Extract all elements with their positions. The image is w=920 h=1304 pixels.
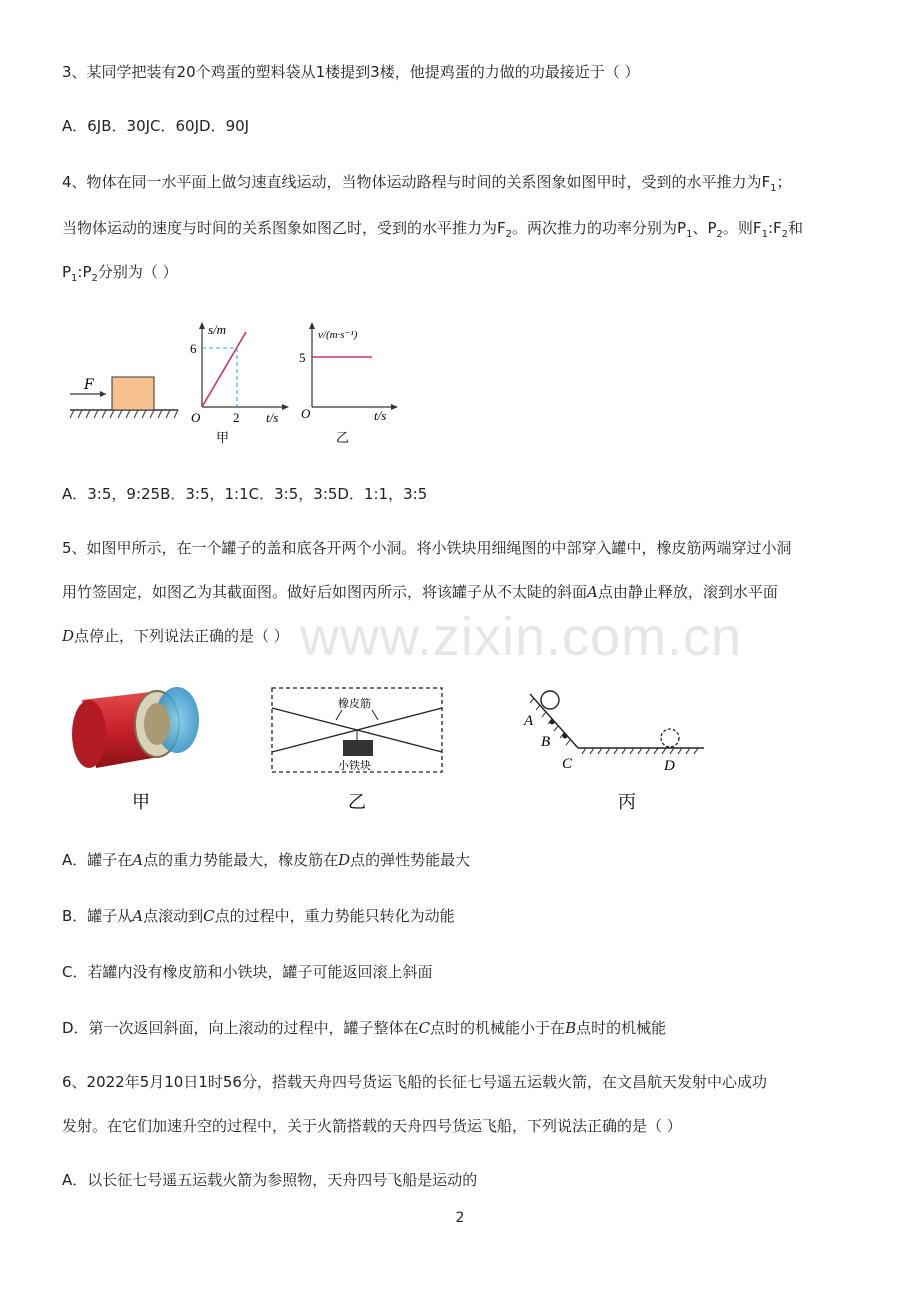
q4-l2-colon: :F [767,219,782,237]
q5-optD [62,1018,666,1038]
jia-t-tick: 2 [233,410,240,425]
q5-line3 [62,626,289,646]
jia-s-axis-label: s/m [208,322,227,337]
q5-optA [62,850,470,870]
q5-l3-D: D [62,627,75,645]
q5-optC: C．若罐内没有橡皮筋和小铁块，罐子可能返回滚上斜面 [62,963,433,981]
pt-C: C [562,756,573,772]
yi-v-axis-label: v/(m·s⁻¹) [318,329,358,341]
q5-l2-text2: 点由静止释放，滚到水平面 [597,583,778,601]
q4-l2-F1: F [752,219,762,237]
jia-origin: O [191,410,201,425]
jia-x-arrow [282,404,289,410]
q4-l3-colon: :P [77,263,92,281]
force-label: F [84,377,94,393]
q5-optA-D: D [338,851,351,869]
q4-l2-P2: P [707,219,717,237]
ground-hatch-2 [582,748,698,754]
q5-optB-A: A [132,907,144,925]
point-B-dot [563,734,568,739]
can-at-D [661,729,679,747]
yi-origin: O [301,406,311,421]
force-arrowhead [100,391,106,397]
q4-l2-text2: 。两次推力的功率分别为 [512,219,678,237]
q4-l1-sub: 1 [770,183,777,194]
q5-line1: 5、如图甲所示，在一个罐子的盖和底各开两个小洞。将小铁块用细绳图的中部穿入罐中，橡皮筋两端穿过小洞 [62,539,792,557]
jia-t-axis-label: t/s [266,410,279,425]
q4-line1 [62,172,792,195]
cap-bing: 丙 [618,792,636,813]
label-rubber-band: 橡皮筋 [338,697,371,710]
q4-l2-and: 和 [788,219,804,237]
q4-options: A．3:5，9:25B．3:5，1:1C．3:5，3:5D．1:1，3:5 [62,485,428,503]
q4-l3-text: 分别为（ ） [97,263,178,281]
q5-optD-t3: 点时的机械能 [576,1019,667,1037]
q4-l2-F2sub: 2 [781,229,788,240]
pt-B: B [541,734,551,750]
q4-l2-F: F [497,219,506,237]
q6-line1: 6、2022年5月10日1时56分，搭载天舟四号货运飞船的长征七号遥五运载火箭，在文昌航天发射中心成功 [62,1073,767,1091]
yi-t-axis-label: t/s [374,408,387,423]
jia-caption: 甲 [216,431,230,446]
block [112,377,154,410]
yi-v-tick: 5 [299,350,306,365]
point-A-dot [550,720,555,725]
q4-figure [60,312,420,452]
q5-line2 [62,582,778,602]
jia-y-arrow [199,322,205,329]
q5-optA-t2: 点的重力势能最大，橡皮筋在 [143,851,339,869]
iron-block [343,740,373,756]
yi-x-arrow [391,404,398,410]
q5-l3-text: 点停止，下列说法正确的是（ ） [74,627,289,645]
q4-l2-F1sub: 1 [761,229,768,240]
q5-optA-A: A [132,851,144,869]
q4-l1-end: ； [776,173,792,191]
jia-s-tick: 6 [190,341,197,356]
q4-l3-P: P [62,263,72,281]
q5-l2-text: 用竹签固定，如图乙为其截面图。做好后如图丙所示，将该罐子从不太陡的斜面 [62,583,588,601]
q5-optB-C: C [203,907,215,925]
q4-l2-P1sub: 1 [686,229,693,240]
label-iron-block: 小铁块 [338,759,371,772]
q4-l2-P1: P [677,219,687,237]
can-at-A [541,691,559,709]
jia-graph-line [202,332,246,407]
q4-l1-F: F [761,173,771,191]
q5-figure [60,680,720,820]
q4-line3 [62,262,178,285]
page-number: 2 [455,1210,465,1226]
q4-l2-text: 当物体运动的速度与时间的关系图象如图乙时，受到的水平推力为 [62,219,498,237]
band-leader-2 [372,710,378,720]
q4-l2-text3: 。则 [722,219,753,237]
ground-hatch [70,410,178,418]
q5-optB-t1: B．罐子从 [62,907,133,925]
cap-yi: 乙 [348,792,366,813]
q4-l3-sub1: 1 [71,273,78,284]
can-photo [72,687,199,768]
cap-jia: 甲 [132,792,150,813]
band-leader-1 [336,710,342,720]
q5-optD-C: C [418,1019,431,1037]
q5-optD-t2: 点时的机械能小于在 [430,1019,566,1037]
watermark: www.zixin.com.cn [300,607,743,667]
yi-caption: 乙 [336,431,350,446]
q5-optD-B: B [565,1019,577,1037]
q5-optA-t3: 点的弹性势能最大 [350,851,471,869]
q6-line2: 发射。在它们加速升空的过程中，关于火箭搭载的天舟四号货运飞船，下列说法正确的是（ ） [62,1117,682,1135]
q4-l3-sub2: 2 [91,273,98,284]
q4-line2 [62,218,803,241]
q5-optB-t3: 点的过程中，重力势能只转化为动能 [214,907,455,925]
q3-options: A．6JB．30JC．60JD．90J [62,117,250,135]
q5-optB [62,906,455,926]
q4-l1-text: 4、物体在同一水平面上做匀速直线运动，当物体运动路程与时间的关系图象如图甲时，受到的水平推力为 [62,173,762,191]
q5-optB-t2: 点滚动到 [143,907,204,925]
q4-l2-P2sub: 2 [716,229,723,240]
yi-y-arrow [309,322,315,329]
q4-l2-sep: 、 [692,219,708,237]
q5-l2-A: A [587,583,598,601]
q4-l2-Fsub: 2 [505,229,513,240]
q3-stem: 3、某同学把装有20个鸡蛋的塑料袋从1楼提到3楼，他提鸡蛋的力做的功最接近于（ ） [62,63,640,81]
pt-D: D [664,758,675,774]
q5-optA-t1: A．罐子在 [62,851,133,869]
q6-optA: A．以长征七号遥五运载火箭为参照物，天舟四号飞船是运动的 [62,1171,478,1189]
pt-A: A [524,713,534,729]
q5-optD-t1: D．第一次返回斜面，向上滚动的过程中，罐子整体在 [62,1019,419,1037]
